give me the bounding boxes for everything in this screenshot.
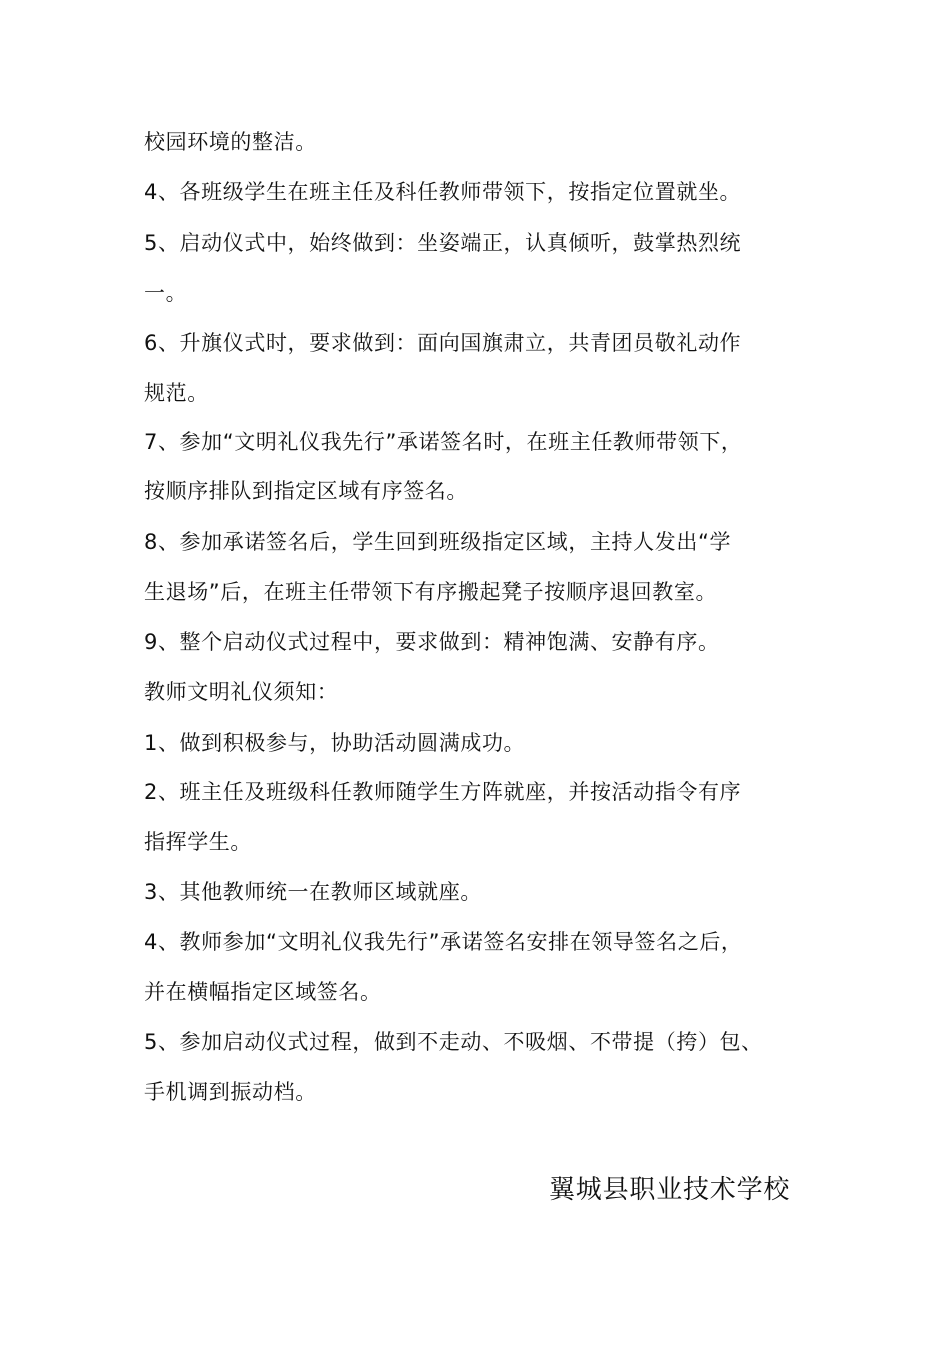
text-line: 校园环境的整洁。 bbox=[144, 130, 317, 154]
text-line: 按顺序排队到指定区域有序签名。 bbox=[144, 479, 468, 503]
text-line: 4、教师参加“文明礼仪我先行”承诺签名安排在领导签名之后， bbox=[144, 930, 743, 954]
text-line: 3、其他教师统一在教师区域就座。 bbox=[144, 880, 482, 904]
school-signature: 翼城县职业技术学校 bbox=[549, 1175, 791, 1205]
text-line: 4、各班级学生在班主任及科任教师带领下，按指定位置就坐。 bbox=[144, 180, 742, 204]
text-line: 5、参加启动仪式过程，做到不走动、不吸烟、不带提（挎）包、 bbox=[144, 1030, 763, 1054]
section-heading: 教师文明礼仪须知： bbox=[144, 680, 339, 704]
text-line: 一。 bbox=[144, 281, 188, 305]
text-line: 8、参加承诺签名后，学生回到班级指定区域，主持人发出“学 bbox=[144, 530, 732, 554]
text-line: 并在横幅指定区域签名。 bbox=[144, 980, 382, 1004]
text-line: 7、参加“文明礼仪我先行”承诺签名时，在班主任教师带领下， bbox=[144, 430, 743, 454]
text-line: 生退场”后，在班主任带领下有序搬起凳子按顺序退回教室。 bbox=[144, 580, 718, 604]
text-line: 指挥学生。 bbox=[144, 830, 252, 854]
text-line: 5、启动仪式中，始终做到：坐姿端正，认真倾听，鼓掌热烈统 bbox=[144, 231, 742, 255]
text-line: 规范。 bbox=[144, 381, 209, 405]
text-line: 9、整个启动仪式过程中，要求做到：精神饱满、安静有序。 bbox=[144, 630, 720, 654]
text-line: 手机调到振动档。 bbox=[144, 1080, 317, 1104]
text-line: 1、做到积极参与，协助活动圆满成功。 bbox=[144, 731, 526, 755]
text-line: 6、升旗仪式时，要求做到：面向国旗肃立，共青团员敬礼动作 bbox=[144, 331, 742, 355]
text-line: 2、班主任及班级科任教师随学生方阵就座，并按活动指令有序 bbox=[144, 780, 742, 804]
